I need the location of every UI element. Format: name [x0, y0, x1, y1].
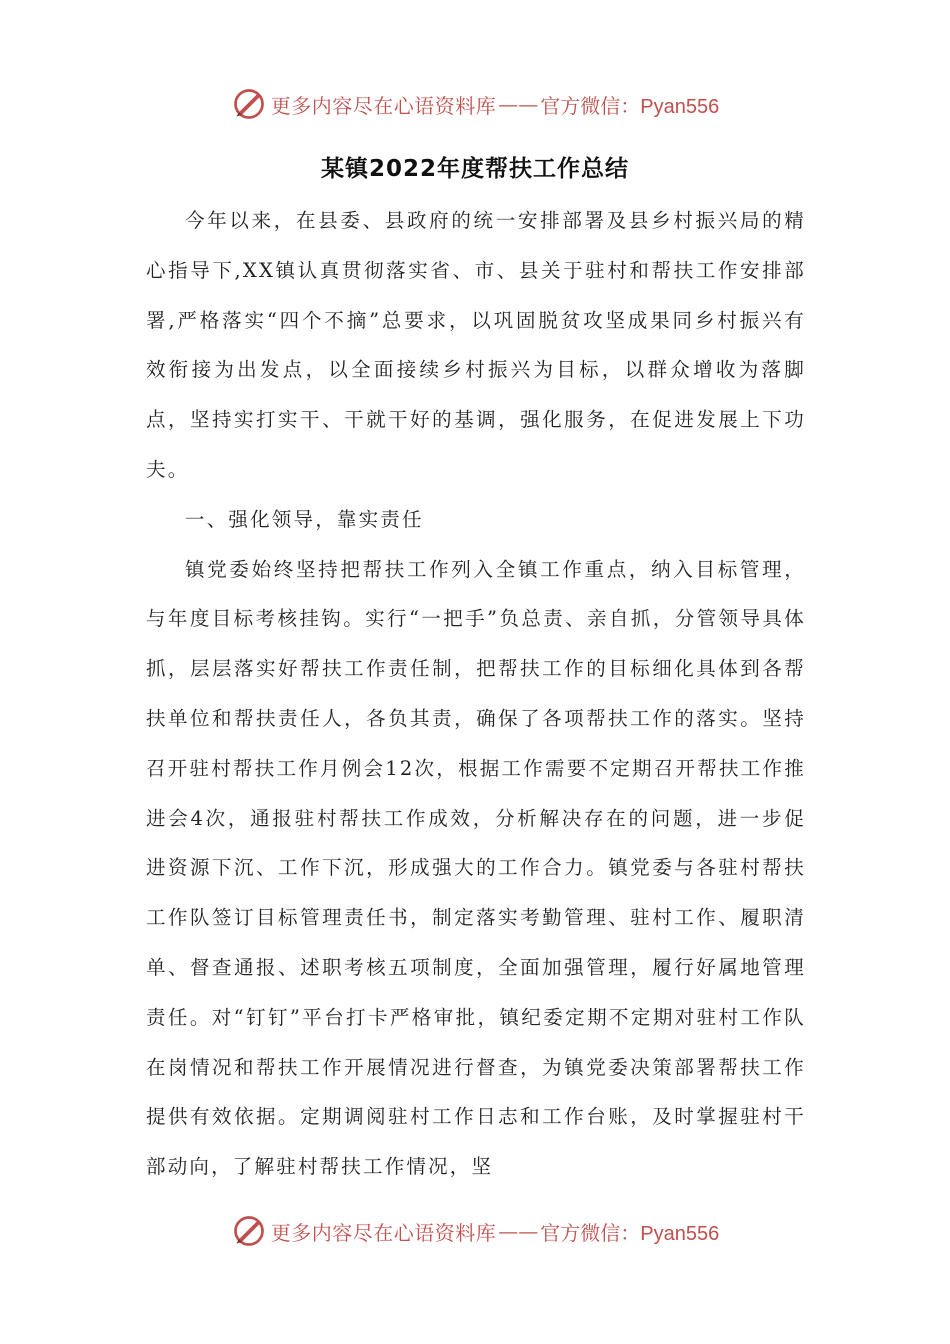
watermark-contact: 官方微信：Pyan556: [540, 95, 720, 118]
pen-logo-icon: [231, 86, 267, 122]
pen-logo-icon: [231, 1213, 267, 1249]
footer-watermark: [0, 1211, 950, 1251]
paragraph-section-1: 镇党委始终坚持把帮扶工作列入全镇工作重点，纳入目标管理，与年度目标考核挂钩。实行“一把手”负总责、亲自抓，分管领导具体抓，层层落实好帮扶工作责任制，把帮扶工作的目标细化具体到各帮扶单位和帮扶责任人，各负其责，确保了各项帮扶工作的落实。坚持召开驻村帮扶工作月例会12次，根据工作需要不定期召开帮扶工作推进会4次，通报驻村帮扶工作成效，分析解决存在的问题，进一步促进资源下沉、工作下沉，形成强大的工作合力。镇党委与各驻村帮扶工作队签订目标管理责任书，制定落实考勤管理、驻村工作、履职清单、督查通报、述职考核五项制度，全面加强管理，履行好属地管理责任。对“钉钉”平台打卡严格审批，镇纪委定期不定期对驻村工作队在岗情况和帮扶工作开展情况进行督查，为镇党委决策部署帮扶工作提供有效依据。定期调阅驻村工作日志和工作台账，及时掌握驻村干部动向，了解驻村帮扶工作情况，坚: [146, 557, 806, 1179]
paragraph-intro: 今年以来，在县委、县政府的统一安排部署及县乡村振兴局的精心指导下,XX镇认真贯彻落实省、市、县关于驻村和帮扶工作安排部署,严格落实“四个不摘”总要求，以巩固脱贫攻坚成果同乡村振兴有效衔接为出发点，以全面接续乡村振兴为目标，以群众增收为落脚点，坚持实打实干、干就干好的基调，强化服务，在促进发展上下功夫。: [146, 209, 806, 481]
watermark-separator: ——: [498, 92, 539, 116]
watermark-text: 更多内容尽在心语资料库: [270, 1220, 497, 1245]
watermark-separator: ——: [498, 1219, 539, 1243]
document-body: [146, 196, 806, 1192]
watermark-text: 更多内容尽在心语资料库: [270, 93, 497, 118]
section-heading: 一、强化领导，靠实责任: [185, 507, 424, 531]
watermark-contact: 官方微信：Pyan556: [540, 1222, 720, 1245]
document-title: 某镇2022年度帮扶工作总结: [320, 156, 629, 182]
header-watermark: [0, 84, 950, 124]
